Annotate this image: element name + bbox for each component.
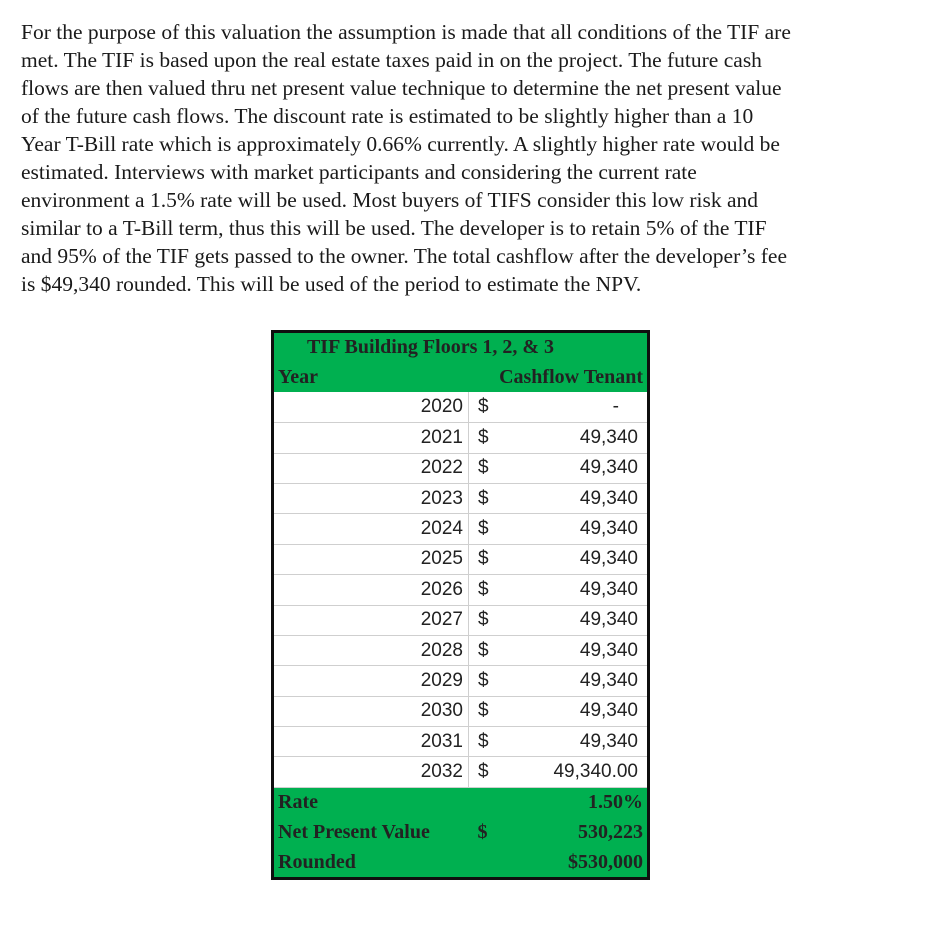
year-header: Year [273, 362, 469, 392]
table-row [273, 392, 649, 422]
rate-label: Rate [273, 787, 469, 817]
dollar-sign-cell: $ [469, 666, 530, 696]
paragraph-line: environment a 1.5% rate will be used. Most buyers of TIFS consider this low risk and [21, 188, 759, 212]
year-cell: 2021 [273, 423, 469, 453]
cashflow-value-cell: 49,340 [530, 423, 649, 453]
dollar-sign-cell: $ [469, 423, 530, 453]
npv-dollar: $ [469, 818, 530, 848]
year-cell: 2029 [273, 666, 469, 696]
dollar-sign-cell: $ [469, 544, 530, 574]
table-title: TIF Building Floors 1, 2, & 3 [273, 332, 649, 362]
year-cell: 2030 [273, 696, 469, 726]
table-row [273, 575, 649, 605]
rate-value: 1.50% [530, 787, 649, 817]
body-paragraph [21, 18, 916, 298]
cashflow-value-cell: 49,340 [530, 575, 649, 605]
rounded-row [273, 848, 649, 878]
cashflow-value-cell: 49,340 [530, 727, 649, 757]
paragraph-line: met. The TIF is based upon the real estate taxes paid in on the project. The future cash [21, 48, 762, 72]
table-row [273, 544, 649, 574]
dollar-sign-cell: $ [469, 605, 530, 635]
dollar-sign-cell: $ [469, 635, 530, 665]
table-row [273, 757, 649, 787]
dollar-sign-cell: $ [469, 575, 530, 605]
paragraph-line: of the future cash flows. The discount rate is estimated to be slightly higher than a 10 [21, 104, 754, 128]
cashflow-value-cell: 49,340 [530, 544, 649, 574]
cashflow-header: Cashflow Tenant [469, 362, 649, 392]
dollar-sign-cell: $ [469, 483, 530, 513]
dollar-sign-cell: $ [469, 392, 530, 422]
cashflow-value-cell: - [530, 392, 649, 422]
year-cell: 2022 [273, 453, 469, 483]
cashflow-value-cell: 49,340 [530, 514, 649, 544]
paragraph-line: Year T-Bill rate which is approximately 0.66% currently. A slightly higher rate would be [21, 132, 780, 156]
year-cell: 2026 [273, 575, 469, 605]
dollar-sign-cell: $ [469, 727, 530, 757]
table-row [273, 666, 649, 696]
year-cell: 2027 [273, 605, 469, 635]
year-cell: 2023 [273, 483, 469, 513]
table-row [273, 605, 649, 635]
cashflow-value-cell: 49,340 [530, 666, 649, 696]
paragraph-line: is $49,340 rounded. This will be used of the period to estimate the NPV. [21, 272, 642, 296]
table-row [273, 483, 649, 513]
cashflow-value-cell: 49,340 [530, 483, 649, 513]
table-title-row [273, 332, 649, 362]
year-cell: 2024 [273, 514, 469, 544]
dollar-sign-cell: $ [469, 453, 530, 483]
table-row [273, 453, 649, 483]
cashflow-value-cell: 49,340 [530, 635, 649, 665]
rounded-value: $530,000 [530, 848, 649, 878]
table-row [273, 635, 649, 665]
table-row [273, 423, 649, 453]
year-cell: 2025 [273, 544, 469, 574]
year-cell: 2031 [273, 727, 469, 757]
npv-value: 530,223 [530, 818, 649, 848]
paragraph-line: flows are then valued thru net present value technique to determine the net present value [21, 76, 782, 100]
paragraph-line: estimated. Interviews with market participants and considering the current rate [21, 160, 697, 184]
paragraph-line: similar to a T-Bill term, thus this will be used. The developer is to retain 5% of the TIF [21, 216, 767, 240]
tif-cashflow-table [271, 330, 650, 880]
paragraph-line: For the purpose of this valuation the assumption is made that all conditions of the TIF are [21, 20, 791, 44]
table-row [273, 696, 649, 726]
year-cell: 2032 [273, 757, 469, 787]
dollar-sign-cell: $ [469, 757, 530, 787]
cashflow-value-cell: 49,340 [530, 696, 649, 726]
paragraph-line: and 95% of the TIF gets passed to the owner. The total cashflow after the developer’s fee [21, 244, 788, 268]
rate-row [273, 787, 649, 817]
table-row [273, 727, 649, 757]
table-row [273, 514, 649, 544]
table-header-row [273, 362, 649, 392]
npv-row [273, 818, 649, 848]
dollar-sign-cell: $ [469, 696, 530, 726]
cashflow-value-cell: 49,340.00 [530, 757, 649, 787]
dollar-sign-cell: $ [469, 514, 530, 544]
npv-label: Net Present Value [273, 818, 469, 848]
cashflow-value-cell: 49,340 [530, 453, 649, 483]
year-cell: 2028 [273, 635, 469, 665]
cashflow-value-cell: 49,340 [530, 605, 649, 635]
year-cell: 2020 [273, 392, 469, 422]
rounded-label: Rounded [273, 848, 469, 878]
